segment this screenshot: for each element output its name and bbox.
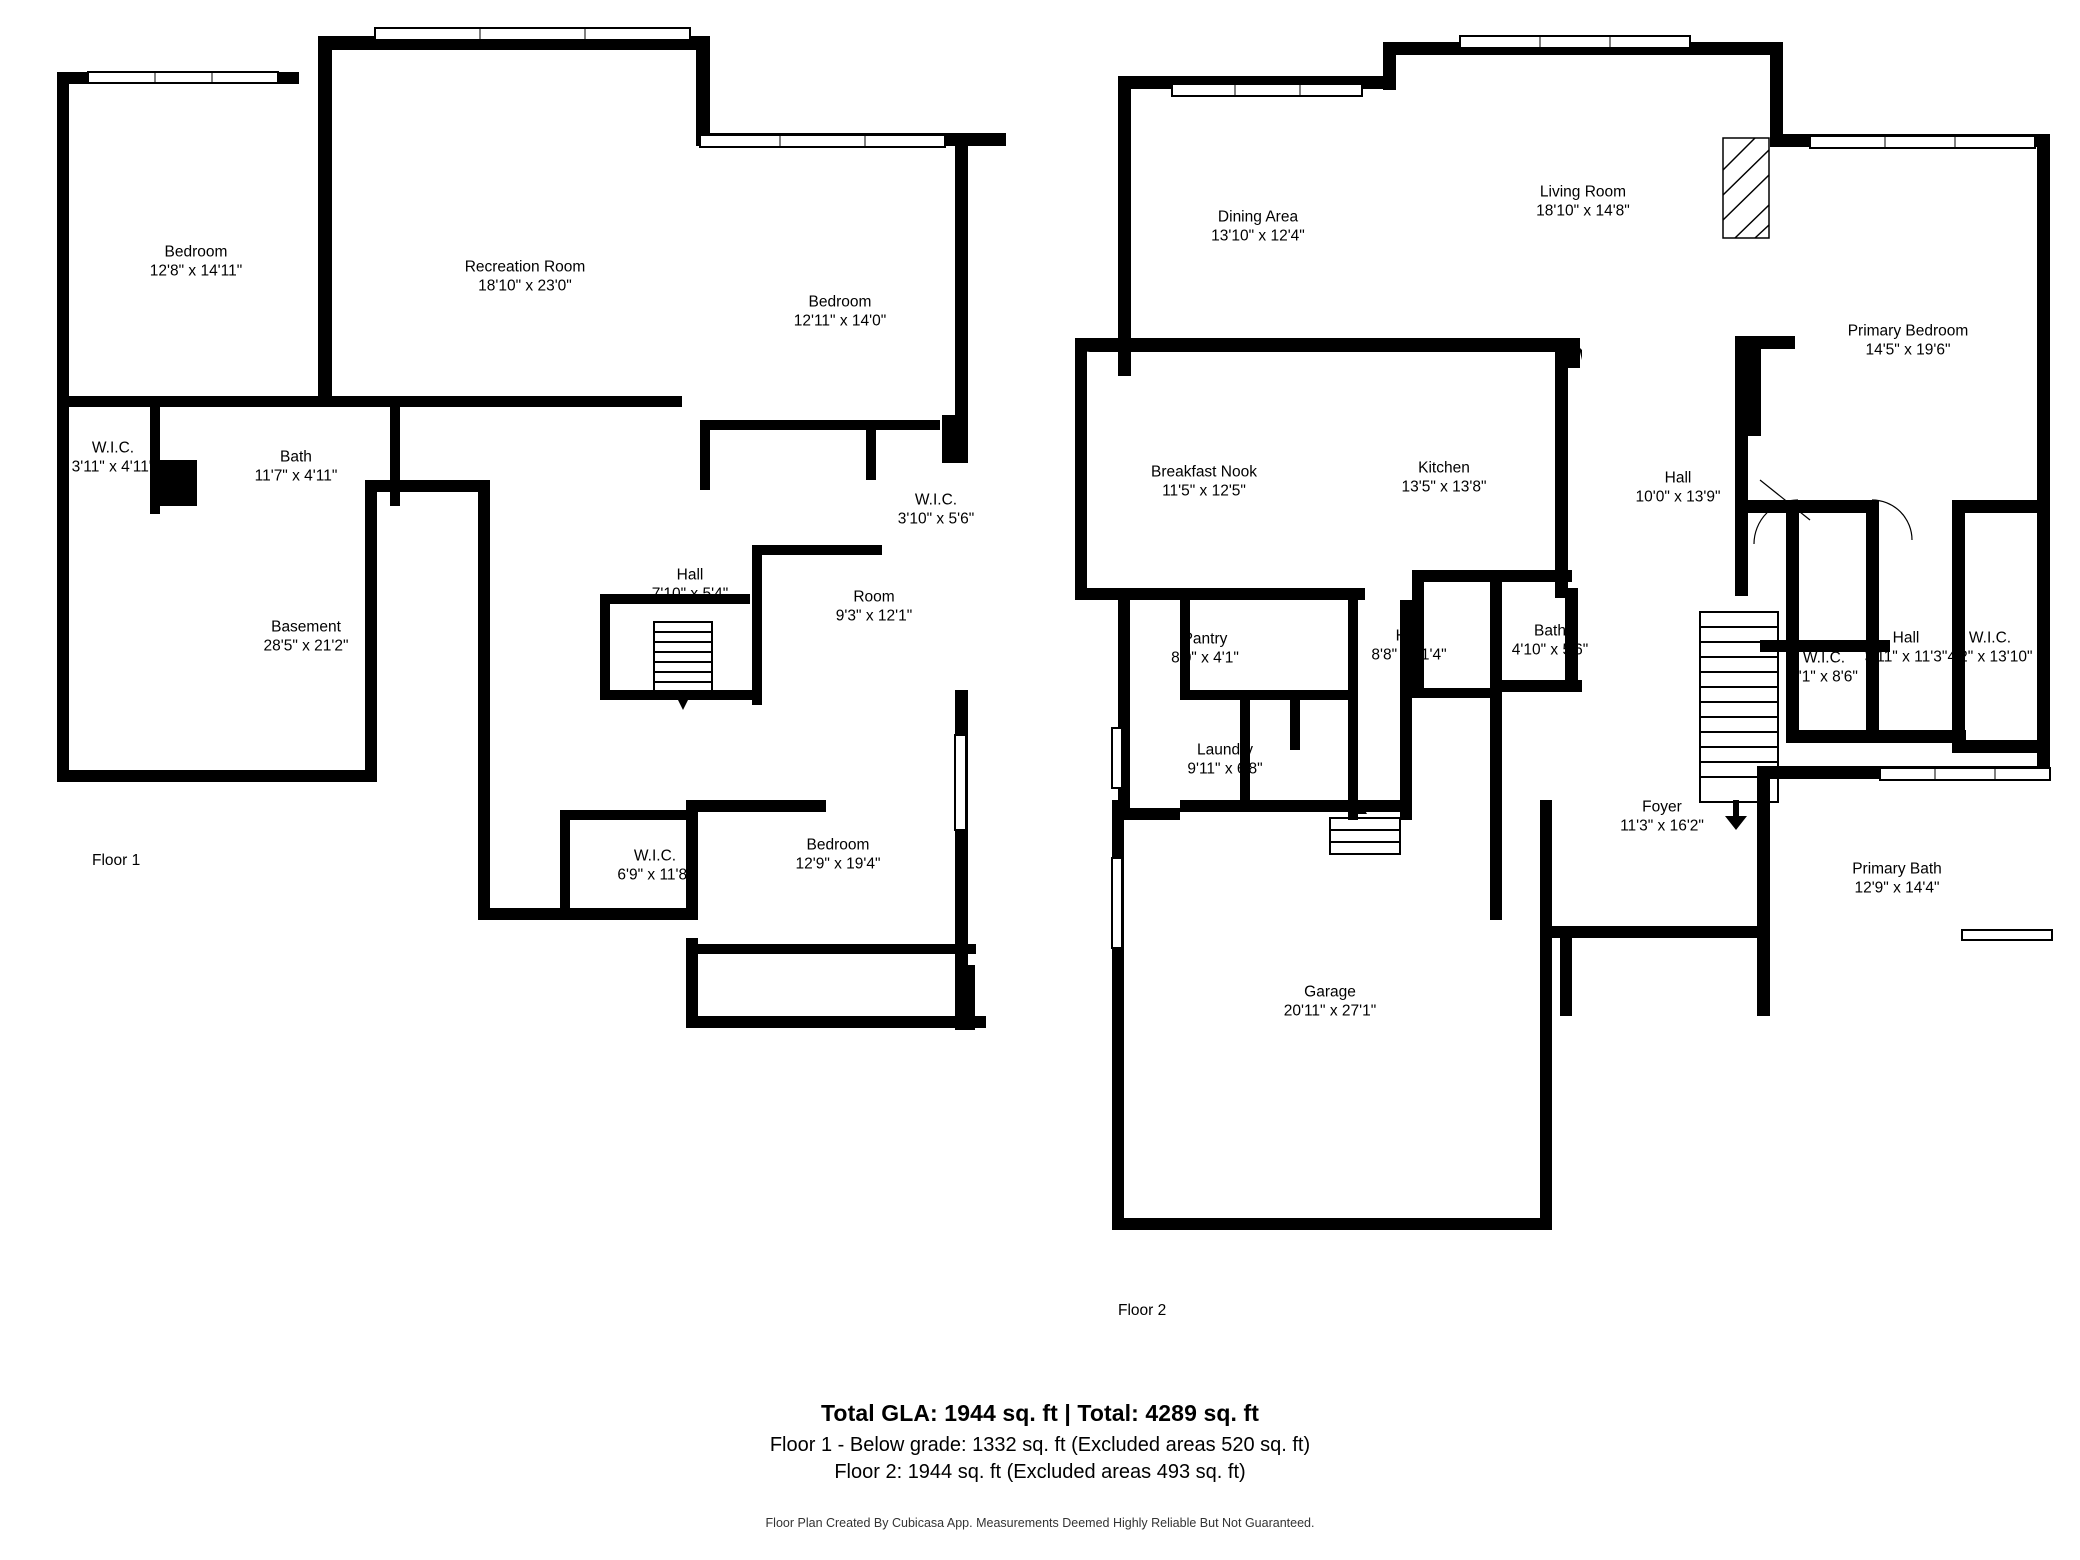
room-dimensions: 3'11" x 4'11" [71, 459, 155, 476]
room-dimensions: 13'10" x 12'4" [1211, 228, 1305, 245]
room-dimensions: 4'1" x 8'6" [1790, 669, 1858, 686]
room-dimensions: 13'5" x 13'8" [1401, 479, 1487, 496]
room-name: W.I.C. [1968, 629, 2012, 647]
room-name: W.I.C. [914, 491, 958, 509]
area-summary [0, 1400, 2080, 1488]
room-dimensions: 12'9" x 14'4" [1854, 880, 1940, 897]
room-dimensions: 9'3" x 12'1" [835, 608, 913, 625]
room-name: Recreation Room [464, 258, 586, 276]
room-name: Bedroom [808, 293, 872, 311]
room-name: Kitchen [1418, 459, 1470, 477]
room-name: Hall [1395, 627, 1423, 645]
room-name: W.I.C. [91, 439, 135, 457]
room-name: Primary Bedroom [1847, 322, 1969, 340]
room-dimensions: 11'5" x 12'5" [1162, 483, 1246, 500]
room-name: Hall [1892, 629, 1920, 647]
room-name: Garage [1304, 983, 1356, 1001]
room-dimensions: 11'7" x 4'11" [254, 468, 338, 485]
room-name: Bedroom [164, 243, 228, 261]
room-dimensions: 18'10" x 14'8" [1536, 203, 1630, 220]
room-name: Laundry [1196, 741, 1253, 759]
room-dimensions: 12'11" x 14'0" [793, 313, 887, 330]
room-name: Breakfast Nook [1151, 463, 1257, 481]
room-name: Pantry [1182, 630, 1228, 648]
room-name: Foyer [1642, 798, 1682, 816]
floor-tag: Floor 1 [92, 852, 141, 869]
room-dimensions: 6'9" x 11'8" [617, 867, 693, 884]
room-dimensions: 4'2" x 13'10" [1947, 649, 2033, 666]
room-name: Basement [271, 618, 341, 636]
total-gla-line: Total GLA: 1944 sq. ft | Total: 4289 sq. ft [820, 1400, 1259, 1426]
room-name: Primary Bath [1852, 860, 1942, 878]
floor-2-walls [1075, 36, 2052, 1230]
room-dimensions: 8'8" x 11'4" [1371, 647, 1447, 664]
room-name: Bath [280, 448, 312, 466]
room-name: Dining Area [1217, 208, 1299, 226]
room-name: Hall [1664, 469, 1692, 487]
room-dimensions: 14'5" x 19'6" [1865, 342, 1951, 359]
room-name: Bedroom [806, 836, 870, 854]
floor1-area-line: Floor 1 - Below grade: 1332 sq. ft (Excluded areas 520 sq. ft) [769, 1434, 1311, 1456]
room-dimensions: 28'5" x 21'2" [263, 638, 349, 655]
room-dimensions: 10'0" x 13'9" [1635, 489, 1721, 506]
room-dimensions: 12'9" x 19'4" [795, 856, 881, 873]
room-dimensions: 12'8" x 14'11" [149, 263, 243, 280]
room-name: Bath [1534, 622, 1566, 640]
room-dimensions: 11'3" x 16'2" [1620, 818, 1704, 835]
room-dimensions: 9'11" x 6'8" [1187, 761, 1263, 778]
room-dimensions: 7'10" x 5'4" [651, 586, 729, 603]
room-dimensions: 3'11" x 11'3" [1864, 649, 1948, 666]
room-dimensions: 20'11" x 27'1" [1283, 1003, 1377, 1020]
room-dimensions: 18'10" x 23'0" [478, 278, 572, 295]
room-name: W.I.C. [1802, 649, 1846, 667]
room-name: Living Room [1539, 183, 1627, 201]
room-dimensions: 3'10" x 5'6" [897, 511, 975, 528]
room-name: Room [853, 588, 895, 606]
room-name: Hall [676, 566, 704, 584]
room-dimensions: 4'10" x 5'6" [1511, 642, 1589, 659]
room-dimensions: 8'0" x 4'1" [1171, 650, 1239, 667]
floor-tag: Floor 2 [1118, 1302, 1167, 1319]
floor2-area-line: Floor 2: 1944 sq. ft (Excluded areas 493 sq. ft) [834, 1461, 1246, 1483]
floor-1-walls [57, 28, 1006, 1030]
credit-line: Floor Plan Created By Cubicasa App. Measurements Deemed Highly Reliable But Not Guaranteed. [765, 1516, 1315, 1530]
room-name: W.I.C. [633, 847, 677, 865]
